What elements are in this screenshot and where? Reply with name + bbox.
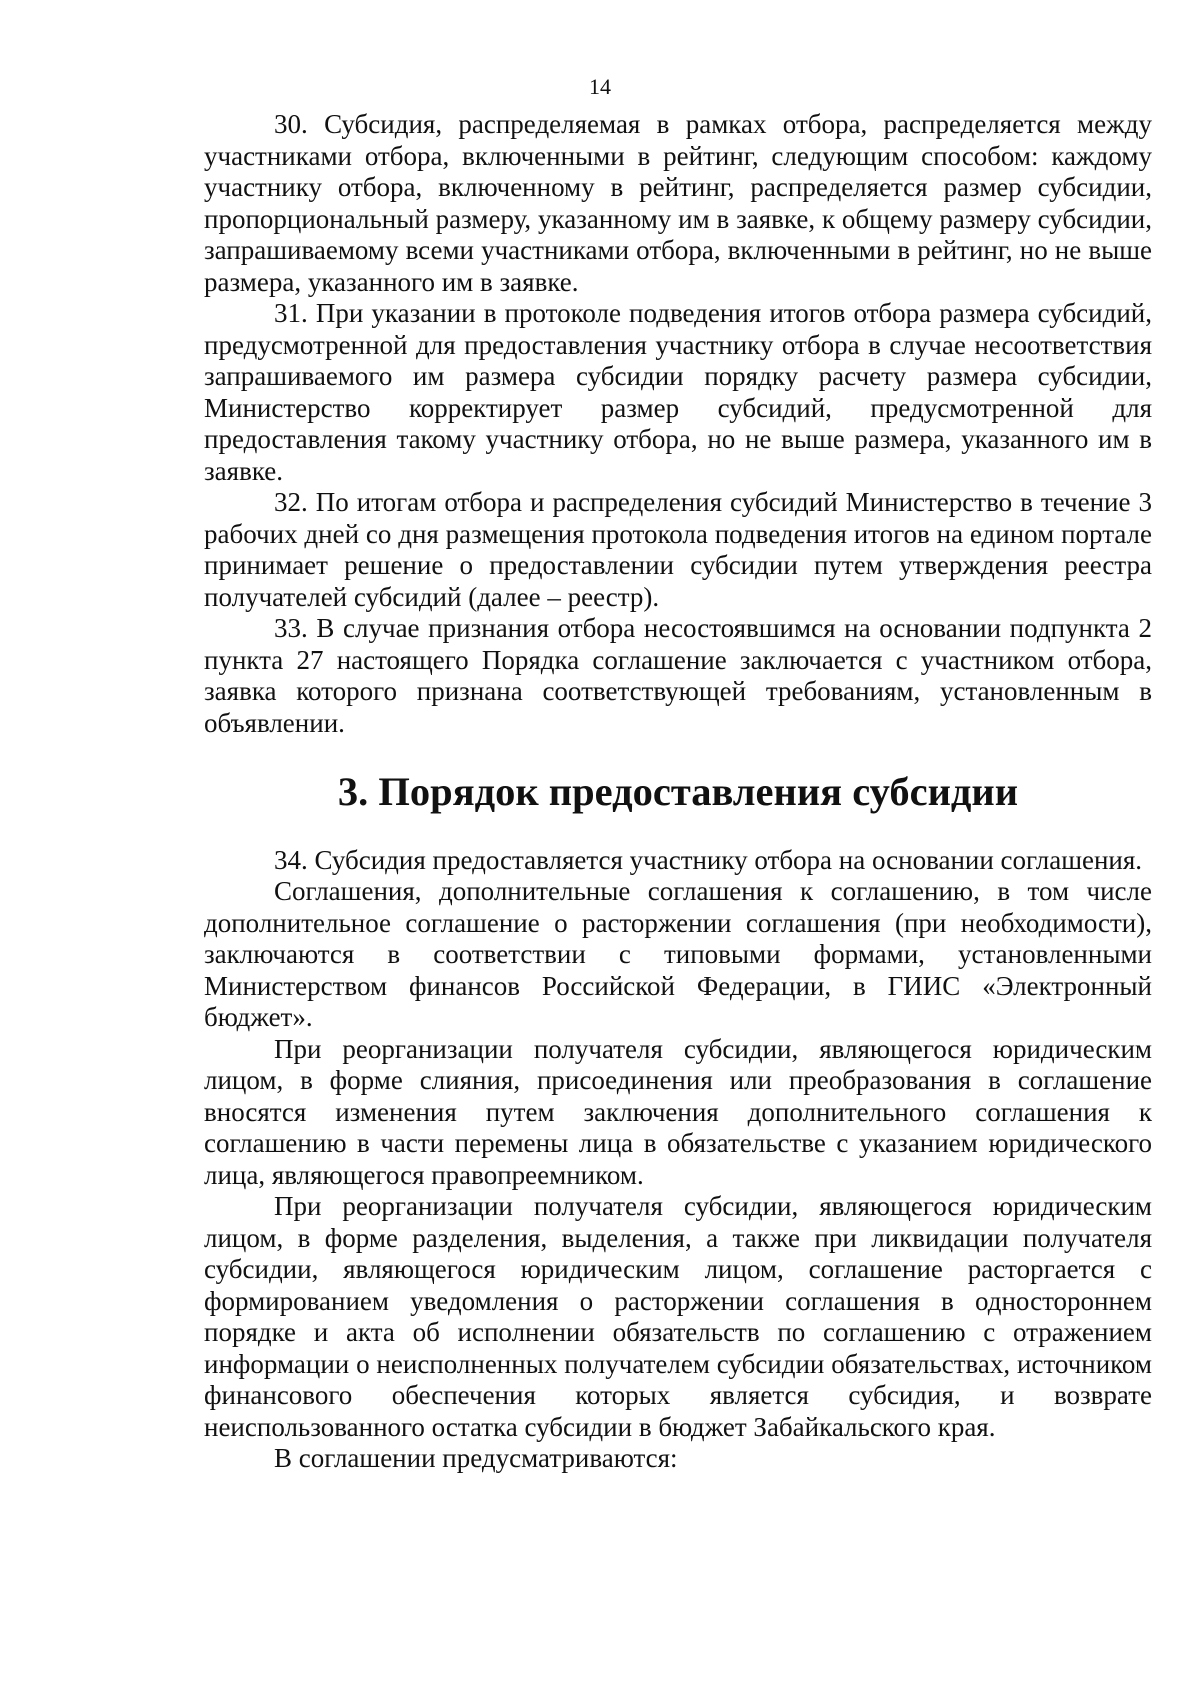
document-body — [204, 109, 1152, 1475]
paragraph-32: 32. По итогам отбора и распределения субсидий Министерство в течение 3 рабочих дней со дня размещения протокола подведения итогов на едином портале принимает решение о предоставлении субсидии путем утверждения реестра получателей субсидий (далее – реестр). — [204, 487, 1152, 612]
paragraph-agreement-provisions: В соглашении предусматриваются: — [274, 1443, 678, 1473]
paragraph-34: 34. Субсидия предоставляется участнику отбора на основании соглашения. — [274, 844, 1143, 875]
paragraph-31: 31. При указании в протоколе подведения итогов отбора размера субсидий, предусмотренной для предоставления участнику отбора в случае несоответствия запрашиваемого им размера субсидии порядку расчету размера субсидии, Министерство корректирует размер субсидий, предусмотренной для предоставления такому участнику отбора, но не выше размера, указанного им в заявке. — [204, 298, 1152, 486]
section-heading: 3. Порядок предоставления субсидии — [337, 769, 1019, 814]
page-number: 14 — [589, 74, 611, 99]
paragraph-33: 33. В случае признания отбора несостоявшимся на основании подпункта 2 пункта 27 настоящего Порядка соглашение заключается с участником отбора, заявка которого признана соответствующей требованиям, установленным в объявлении. — [204, 613, 1152, 738]
paragraph-30: 30. Субсидия, распределяемая в рамках отбора, распределяется между участниками отбора, включенными в рейтинг, следующим способом: каждому участнику отбора, включенному в рейтинг, распределяется размер субсидии, пропорциональный размеру, указанному им в заявке, к общему размеру субсидии, запрашиваемому всеми участниками отбора, включенными в рейтинг, но не выше размера, указанного им в заявке. — [204, 109, 1152, 297]
paragraph-reorganization-merger: При реорганизации получателя субсидии, являющегося юридическим лицом, в форме слияния, присоединения или преобразования в соглашение вносятся изменения путем заключения дополнительного соглашения к соглашению в части перемены лица в обязательстве с указанием юридического лица, являющегося правопреемником. — [204, 1033, 1152, 1190]
paragraph-reorganization-division: При реорганизации получателя субсидии, являющегося юридическим лицом, в форме разделения, выделения, а также при ликвидации получателя субсидии, являющегося юридическим лицом, соглашение расторгается с формированием уведомления о расторжении соглашения в одностороннем порядке и акта об исполнении обязательств по соглашению с отражением информации о неисполненных получателем субсидии обязательствах, источником финансового обеспечения которых является субсидия, и возврате неиспользованного остатка субсидии в бюджет Забайкальского края. — [204, 1191, 1152, 1442]
paragraph-agreements: Соглашения, дополнительные соглашения к соглашению, в том числе дополнительное соглашение о расторжении соглашения (при необходимости), заключаются в соответствии с типовыми формами, установленными Министерством финансов Российской Федерации, в ГИИС «Электронный бюджет». — [204, 876, 1152, 1032]
